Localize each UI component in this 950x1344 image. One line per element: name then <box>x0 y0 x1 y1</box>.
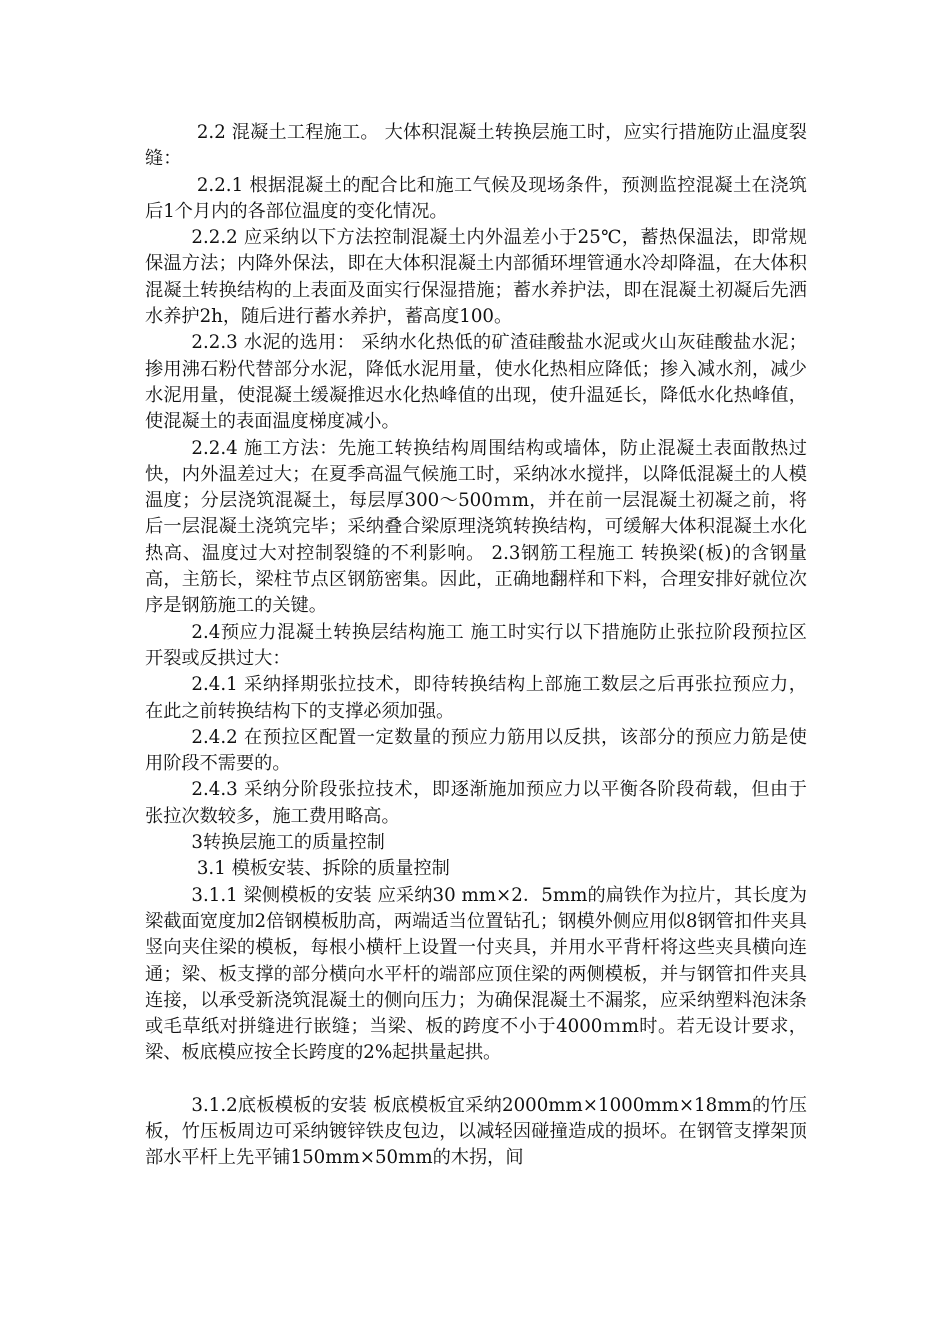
paragraph-2-2-4: 2.2.4 施工方法：先施工转换结构周围结构或墙体，防止混凝土表面散热过快，内外温差过大；在夏季高温气候施工时，采纳冰水搅拌，以降低混凝土的人模温度；分层浇筑混凝土，每层厚300～500ｍm，并在前一层混凝土初凝之前，将后一层混凝土浇筑完毕；采纳叠合梁原理浇筑转换结构，可缓解大体积混凝土水化热高、温度过大对控制裂缝的不利影响。 2.3钢筋工程施工 转换梁(板)的含钢量高，主筋长，梁柱节点区钢筋密集。因此，正确地翻样和下料，合理安排好就位次序是钢筋施工的关键。 <box>145 437 807 617</box>
paragraph-2-2-3: 2.2.3 水泥的选用： 采纳水化热低的矿渣硅酸盐水泥或火山灰硅酸盐水泥；掺用沸石粉代替部分水泥，降低水泥用量，使水化热相应降低；掺入减水剂，减少水泥用量，使混凝土缓凝推迟水化热峰值的出现，使升温延长，降低水化热峰值，使混凝土的表面温度梯度减小。 <box>145 332 807 433</box>
paragraph-2-4: 2.4预应力混凝土转换层结构施工 施工时实行以下措施防止张拉阶段预拉区开裂或反拱过大： <box>145 621 807 669</box>
subsection-heading-3-1: 3.1 模板安装、拆除的质量控制 <box>196 858 450 880</box>
paragraph-2-2-1: 2.2.1 根据混凝土的配合比和施工气候及现场条件，预测监控混凝土在浇筑后1个月内的各部位温度的变化情况。 <box>145 174 807 222</box>
paragraph-2-2-2: 2.2.2 应采纳以下方法控制混凝土内外温差小于25℃，蓄热保温法，即常规保温方法；内降外保法，即在大体积混凝土内部循环埋管通水冷却降温，在大体积混凝土转换结构的上表面及面实行保湿措施；蓄水养护法，即在混凝土初凝后先洒水养护2h，随后进行蓄水养护，蓄高度100。 <box>145 227 807 328</box>
paragraph-2-4-1: 2.4.1 采纳择期张拉技术，即待转换结构上部施工数层之后再张拉预应力，在此之前转换结构下的支撑必须加强。 <box>145 674 807 722</box>
paragraph-3-1-1: 3.1.1 梁侧模板的安装 应采纳30 mm×2．5mm的扁铁作为拉片，其长度为梁截面宽度加2倍钢模板肋高，两端适当位置钻孔；钢模外侧应用似8钢管扣件夹具竖向夹住梁的模板，每根小横杆上设置一付夹具，并用水平背杆将这些夹具横向连通；梁、板支撑的部分横向水平杆的端部应顶住梁的两侧模板，并与钢管扣件夹具连接，以承受新浇筑混凝土的侧向压力；为确保混凝土不漏浆，应采纳塑料泡沫条或毛草纸对拼缝进行嵌缝；当梁、板的跨度不小于4000ｍm时。若无设计要求，梁、板底模应按全长跨度的2%起拱量起拱。 <box>145 884 807 1064</box>
paragraph-2-4-2: 2.4.2 在预拉区配置一定数量的预应力筋用以反拱，该部分的预应力筋是使用阶段不需要的。 <box>145 726 807 775</box>
paragraph-2-2: 2.2 混凝土工程施工。 大体积混凝土转换层施工时，应实行措施防止温度裂缝： <box>145 122 807 170</box>
section-heading-3: 3转换层施工的质量控制 <box>191 832 385 854</box>
paragraph-gap <box>145 1067 807 1093</box>
paragraph-3-1-2: 3.1.2底板模板的安装 板底模板宜采纳2000mm×1000mm×18mm的竹压板，竹压板周边可采纳镀锌铁皮包边，以减轻因碰撞造成的损坏。在钢管支撑架顶部水平杆上先平铺150mm×50mm的木拐，间 <box>145 1094 807 1169</box>
document-body <box>145 120 807 1172</box>
paragraph-2-4-3: 2.4.3 采纳分阶段张拉技术，即逐渐施加预应力以平衡各阶段荷载，但由于张拉次数较多，施工费用略高。 <box>145 779 807 827</box>
